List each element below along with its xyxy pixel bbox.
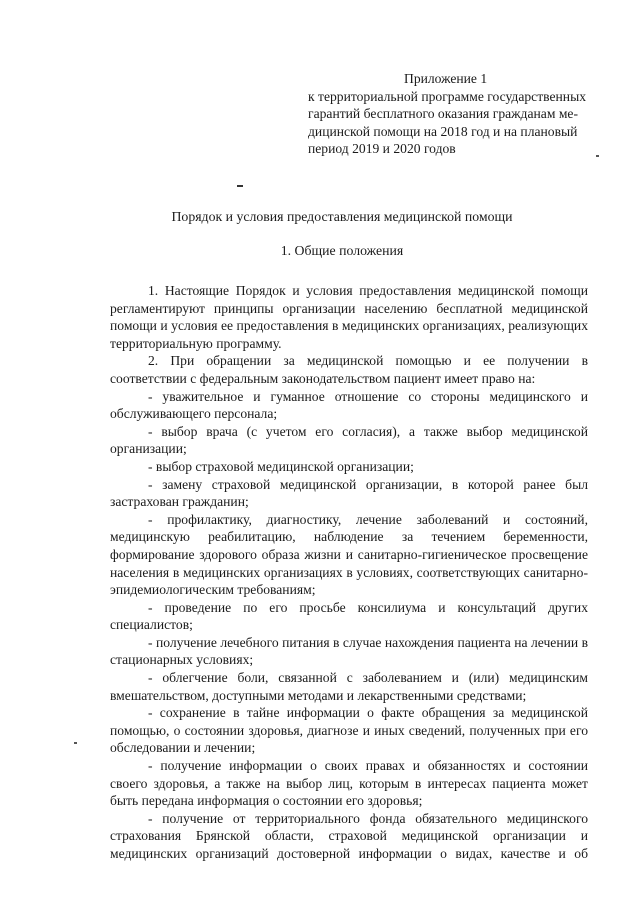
list-item: - профилактику, диагностику, лечение заболеваний и состояний, медицинскую реабилитацию, наблюдение за течением беременности, формирование здорового образа жизни и санитарно-гигиеническое просвещение населения в медицинских организациях в условиях, соответствующих санитарно-эпидемиологическим требованиям; <box>110 511 588 598</box>
scan-speck <box>74 742 77 744</box>
list-item: - получение лечебного питания в случае нахождения пациента на лечении в стационарных условиях; <box>110 634 588 668</box>
appendix-line: к территориальной программе государственных <box>308 88 587 104</box>
appendix-line: период 2019 и 2020 годов <box>308 141 456 156</box>
list-item: - уважительное и гуманное отношение со стороны медицинского и обслуживающего персонала; <box>110 388 588 422</box>
list-item: - получение от территориального фонда обязательного медицинского страхования Брянской области, страховой медицинской организации и медицинских организаций достоверной информации о видах, качестве и об <box>110 810 588 861</box>
appendix-line: дицинской помощи на 2018 год и на плановый <box>308 123 578 139</box>
list-item: - облегчение боли, связанной с заболеванием и (или) медицинским вмешательством, доступными методами и лекарственными средствами; <box>110 670 588 703</box>
list-item: - получение информации о своих правах и обязанностях и состоянии своего здоровья, а также на выбор лиц, которым в интересах пациента может быть передана информация о состоянии его здоровья; <box>110 758 588 809</box>
paragraph: 2. При обращении за медицинской помощью и ее получении в соответствии с федеральным законодательством пациент имеет право на: <box>110 353 588 386</box>
list-item: - выбор врача (с учетом его согласия), а также выбор медицинской организации; <box>110 423 588 457</box>
list-item: - проведение по его просьбе консилиума и консультаций других специалистов; <box>110 599 588 633</box>
list-item: - сохранение в тайне информации о факте обращения за медицинской помощью, о состоянии здоровья, диагнозе и иных сведений, полученных при его обследовании и лечении; <box>110 705 588 756</box>
scan-speck <box>596 155 599 157</box>
appendix-line: гарантий бесплатного оказания гражданам ме- <box>308 106 578 121</box>
list-item: - замену страховой медицинской организации, в которой ранее был застрахован гражданин; <box>110 476 588 510</box>
document-title: Порядок и условия предоставления медицинской помощи <box>171 209 513 224</box>
appendix-title: Приложение 1 <box>404 71 488 86</box>
appendix-header <box>308 70 618 158</box>
paragraph: 1. Настоящие Порядок и условия предоставления медицинской помощи регламентируют принципы организации населению бесплатной медицинской помощи и условия ее предоставления в медицинских организациях, реализующих территориальную программу. <box>110 283 588 351</box>
document-body <box>110 282 588 863</box>
scan-mark <box>237 185 243 187</box>
section-title: 1. Общие положения <box>280 243 404 258</box>
list-item: - выбор страховой медицинской организации; <box>148 458 414 474</box>
